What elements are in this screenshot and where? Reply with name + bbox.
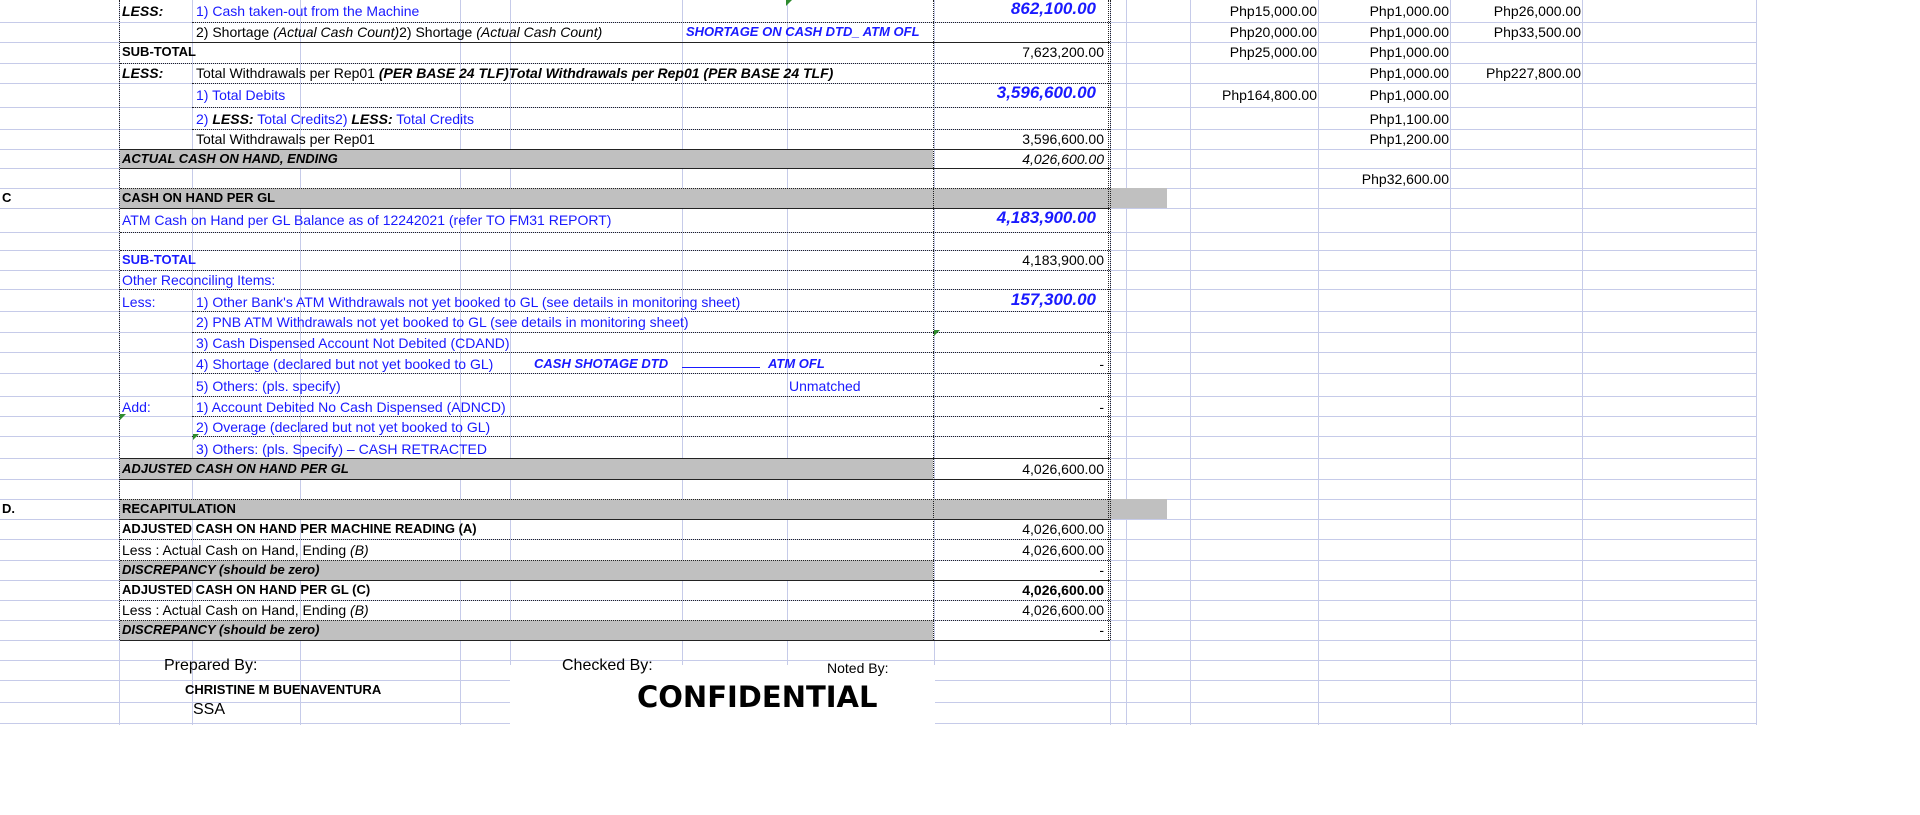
checked-by-label: Checked By: [562,657,653,674]
recap-gl-value[interactable]: 4,026,600.00 [1022,582,1104,598]
gridline [510,0,511,725]
denomination-cell[interactable]: Php25,000.00 [1229,44,1317,60]
total-credits-label: 2) LESS: Total Credits2) LESS: Total Credits [196,111,475,127]
less-item-others: 5) Others: (pls. specify) [196,378,341,394]
shortage-label: 2) Shortage (Actual Cash Count)2) Shortage (Actual Cash Count) [196,24,603,40]
recap-actual-cash-label: Less : Actual Cash on Hand, Ending (B) [122,602,369,618]
less-label: LESS: [122,3,164,19]
actual-cash-ending-value[interactable]: 4,026,600.00 [1022,151,1104,167]
denomination-cell[interactable]: Php1,200.00 [1369,131,1449,147]
total-withdrawals-rep01-label: Total Withdrawals per Rep01 [196,131,375,147]
add-item-adncd: 1) Account Debited No Cash Dispensed (ADNCD) [196,399,506,415]
denomination-cell[interactable]: Php20,000.00 [1229,24,1317,40]
less-item-cdand: 3) Cash Dispensed Account Not Debited (CDAND) [196,335,510,351]
atm-ofl-note[interactable]: ATM OFL [768,356,825,371]
total-debits-value[interactable]: 3,596,600.00 [996,83,1096,102]
preparer-name: CHRISTINE M BUENAVENTURA [185,682,382,697]
less-label: Less: [122,294,156,310]
denomination-cell[interactable]: Php164,800.00 [1222,87,1317,103]
add-label: Add: [122,399,151,415]
section-d-header: RECAPITULATION [122,501,236,516]
less-item-shortage: 4) Shortage (declared but not yet booked to GL) [196,356,494,372]
cell-comment-marker [934,330,940,336]
recap-discrepancy-value[interactable]: - [1099,562,1104,578]
gridline [1126,0,1127,725]
denomination-cell[interactable]: Php1,000.00 [1369,3,1449,19]
denomination-cell[interactable]: Php32,600.00 [1361,171,1449,187]
gridline [1190,0,1191,725]
recap-discrepancy-value[interactable]: - [1099,622,1104,638]
denomination-cell[interactable]: Php15,000.00 [1229,3,1317,19]
gridline [682,0,683,725]
add-item-overage: 2) Overage (declared but not yet booked to GL) [196,419,491,435]
noted-by-label: Noted By: [827,660,889,676]
subtotal-value[interactable]: 7,623,200.00 [1022,44,1104,60]
adncd-value[interactable]: - [1099,399,1104,415]
recap-machine-reading-value[interactable]: 4,026,600.00 [1022,521,1104,537]
prepared-by-label: Prepared By: [164,657,258,674]
recap-actual-cash-label: Less : Actual Cash on Hand, Ending (B) [122,542,369,558]
other-reconciling-items-label: Other Reconciling Items: [122,272,276,288]
recap-machine-reading-label: ADJUSTED CASH ON HAND PER MACHINE READING (A) [122,521,477,536]
total-withdrawals-label: Total Withdrawals per Rep01 (PER BASE 24 TLF)Total Withdrawals per Rep01 (PER BASE 24 TLF) [196,65,834,81]
confidential-watermark: CONFIDENTIAL [637,680,878,714]
denomination-cell[interactable]: Php33,500.00 [1493,24,1581,40]
adjusted-cash-gl-value[interactable]: 4,026,600.00 [1022,461,1104,477]
other-bank-withdrawals-value[interactable]: 157,300.00 [1010,290,1096,309]
section-c-letter: C [2,190,12,205]
gridline [1582,0,1583,725]
add-item-cash-retracted: 3) Others: (pls. Specify) – CASH RETRACTED [196,441,487,457]
cash-shortage-note[interactable]: CASH SHOTAGE DTD [534,356,669,371]
less-item-other-bank: 1) Other Bank's ATM Withdrawals not yet booked to GL (see details in monitoring sheet) [196,294,741,310]
cell-comment-marker [786,0,792,6]
denomination-cell[interactable]: Php1,000.00 [1369,87,1449,103]
recap-actual-cash-value[interactable]: 4,026,600.00 [1022,542,1104,558]
less-label: LESS: [122,65,164,81]
section-c-header: CASH ON HAND PER GL [122,190,276,205]
denomination-cell[interactable]: Php227,800.00 [1486,65,1581,81]
gl-subtotal-label: SUB-TOTAL [122,252,196,267]
shortage-note[interactable]: SHORTAGE ON CASH DTD_ ATM OFL [686,24,920,39]
gridline [1318,0,1319,725]
cash-taken-out-value[interactable]: 862,100.00 [1010,0,1096,18]
subtotal-label: SUB-TOTAL [122,44,196,59]
total-withdrawals-rep01-value[interactable]: 3,596,600.00 [1022,131,1104,147]
denomination-cell[interactable]: Php1,000.00 [1369,65,1449,81]
shortage-value[interactable]: - [1099,356,1104,372]
denomination-cell[interactable]: Php1,100.00 [1369,111,1449,127]
cash-taken-out-label: 1) Cash taken-out from the Machine [196,3,420,19]
recap-discrepancy-label: DISCREPANCY (should be zero) [122,622,320,637]
recap-gl-label: ADJUSTED CASH ON HAND PER GL (C) [122,582,371,597]
shortage-date-blank[interactable] [682,367,760,368]
atm-gl-balance-label: ATM Cash on Hand per GL Balance as of 12242021 (refer TO FM31 REPORT) [122,212,612,228]
less-item-pnb: 2) PNB ATM Withdrawals not yet booked to GL (see details in monitoring sheet) [196,314,689,330]
gridline [1756,0,1757,725]
recap-discrepancy-label: DISCREPANCY (should be zero) [122,562,320,577]
recap-actual-cash-value[interactable]: 4,026,600.00 [1022,602,1104,618]
denomination-cell[interactable]: Php26,000.00 [1493,3,1581,19]
unmatched-note[interactable]: Unmatched [789,378,861,394]
adjusted-cash-gl-label: ADJUSTED CASH ON HAND PER GL [122,461,349,476]
gl-subtotal-value[interactable]: 4,183,900.00 [1022,252,1104,268]
preparer-title: SSA [193,701,226,718]
actual-cash-ending-label: ACTUAL CASH ON HAND, ENDING [122,151,338,166]
total-debits-label: 1) Total Debits [196,87,286,103]
section-d-letter: D. [2,501,15,516]
gridline [1450,0,1451,725]
atm-gl-balance-value[interactable]: 4,183,900.00 [996,208,1096,227]
denomination-cell[interactable]: Php1,000.00 [1369,44,1449,60]
denomination-cell[interactable]: Php1,000.00 [1369,24,1449,40]
